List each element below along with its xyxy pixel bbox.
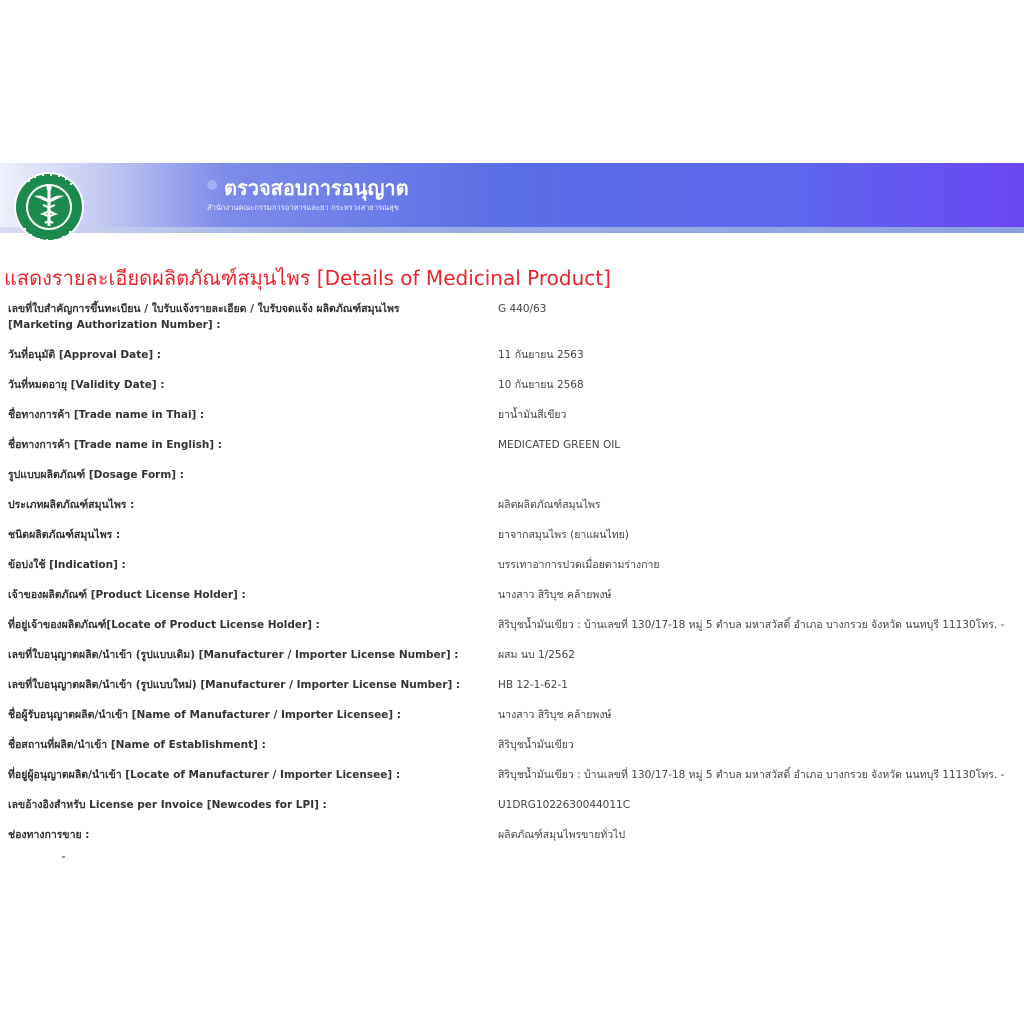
divider bbox=[62, 856, 65, 858]
header-banner bbox=[0, 163, 1024, 227]
detail-value: นางสาว สิริบุช คล้ายพงษ์ bbox=[498, 589, 612, 601]
detail-label: เลขที่ใบสำคัญการขึ้นทะเบียน / ใบรับแจ้งรายละเอียด / ใบรับจดแจ้ง ผลิตภัณฑ์สมุนไพร bbox=[8, 303, 400, 315]
detail-label: วันที่อนุมัติ [Approval Date] : bbox=[8, 349, 162, 361]
detail-value: ยาน้ำมันสีเขียว bbox=[498, 409, 567, 421]
detail-value: สิริบุชน้ำมันเขียว : บ้านเลขที่ 130/17-18 หมู่ 5 ตำบล มหาสวัสดิ์ อำเภอ บางกรวย จังหวัด นนทบุรี 11130โทร. - bbox=[498, 619, 1005, 631]
ministry-logo-icon bbox=[12, 170, 86, 244]
page-title: แสดงรายละเอียดผลิตภัณฑ์สมุนไพร [Details of Medicinal Product] bbox=[4, 266, 611, 290]
detail-value: สิริบุชน้ำมันเขียว : บ้านเลขที่ 130/17-18 หมู่ 5 ตำบล มหาสวัสดิ์ อำเภอ บางกรวย จังหวัด นนทบุรี 11130โทร. - bbox=[498, 769, 1005, 781]
detail-label: วันที่หมดอายุ [Validity Date] : bbox=[8, 379, 165, 391]
detail-value: ยาจากสมุนไพร (ยาแผนไทย) bbox=[498, 529, 629, 541]
detail-label: ข้อบ่งใช้ [Indication] : bbox=[8, 559, 126, 571]
detail-value: ผลิตผลิตภัณฑ์สมุนไพร bbox=[498, 499, 601, 511]
detail-label: ชนิดผลิตภัณฑ์สมุนไพร : bbox=[8, 529, 121, 541]
detail-value: HB 12-1-62-1 bbox=[498, 679, 568, 691]
detail-value: บรรเทาอาการปวดเมื่อยตามร่างกาย bbox=[498, 559, 660, 571]
detail-value: G 440/63 bbox=[498, 303, 547, 315]
detail-label-line2: [Marketing Authorization Number] : bbox=[8, 319, 221, 331]
header-subtitle: สำนักงานคณะกรรมการอาหารและยา กระทรวงสาธารณสุข bbox=[207, 203, 399, 212]
detail-value: 11 กันยายน 2563 bbox=[498, 349, 584, 361]
detail-value: นางสาว สิริบุช คล้ายพงษ์ bbox=[498, 709, 612, 721]
detail-value: ผลิตภัณฑ์สมุนไพรขายทั่วไป bbox=[498, 829, 626, 841]
title-bullet-icon bbox=[207, 180, 217, 190]
detail-label: ที่อยู่ผู้อนุญาตผลิต/นำเข้า [Locate of Manufacturer / Importer Licensee] : bbox=[8, 769, 401, 781]
detail-label: ประเภทผลิตภัณฑ์สมุนไพร : bbox=[8, 499, 135, 511]
detail-value: ผสม นบ 1/2562 bbox=[498, 649, 575, 661]
detail-label: เลขอ้างอิงสำหรับ License per Invoice [Newcodes for LPI] : bbox=[8, 799, 327, 811]
detail-label: ช่องทางการขาย : bbox=[8, 829, 90, 841]
header-title: ตรวจสอบการอนุญาต bbox=[224, 176, 409, 200]
header-underline bbox=[0, 227, 1024, 233]
detail-label: เจ้าของผลิตภัณฑ์ [Product License Holder] : bbox=[8, 589, 246, 601]
detail-value: U1DRG1022630044011C bbox=[498, 799, 631, 811]
detail-label: ชื่อผู้รับอนุญาตผลิต/นำเข้า [Name of Manufacturer / Importer Licensee] : bbox=[8, 709, 401, 721]
detail-label: เลขที่ใบอนุญาตผลิต/นำเข้า (รูปแบบใหม่) [Manufacturer / Importer License Number] : bbox=[8, 679, 461, 691]
detail-label: ชื่อสถานที่ผลิต/นำเข้า [Name of Establishment] : bbox=[8, 739, 266, 751]
detail-value: สิริบุชน้ำมันเขียว bbox=[498, 739, 574, 751]
detail-label: เลขที่ใบอนุญาตผลิต/นำเข้า (รูปแบบเดิม) [Manufacturer / Importer License Number] : bbox=[8, 649, 459, 661]
detail-label: รูปแบบผลิตภัณฑ์ [Dosage Form] : bbox=[8, 469, 184, 481]
detail-label: ที่อยู่เจ้าของผลิตภัณฑ์[Locate of Product License Holder] : bbox=[8, 619, 320, 631]
detail-label: ชื่อทางการค้า [Trade name in Thai] : bbox=[8, 409, 205, 421]
detail-value: 10 กันยายน 2568 bbox=[498, 379, 584, 391]
detail-value: MEDICATED GREEN OIL bbox=[498, 439, 621, 451]
detail-label: ชื่อทางการค้า [Trade name in English] : bbox=[8, 439, 222, 451]
